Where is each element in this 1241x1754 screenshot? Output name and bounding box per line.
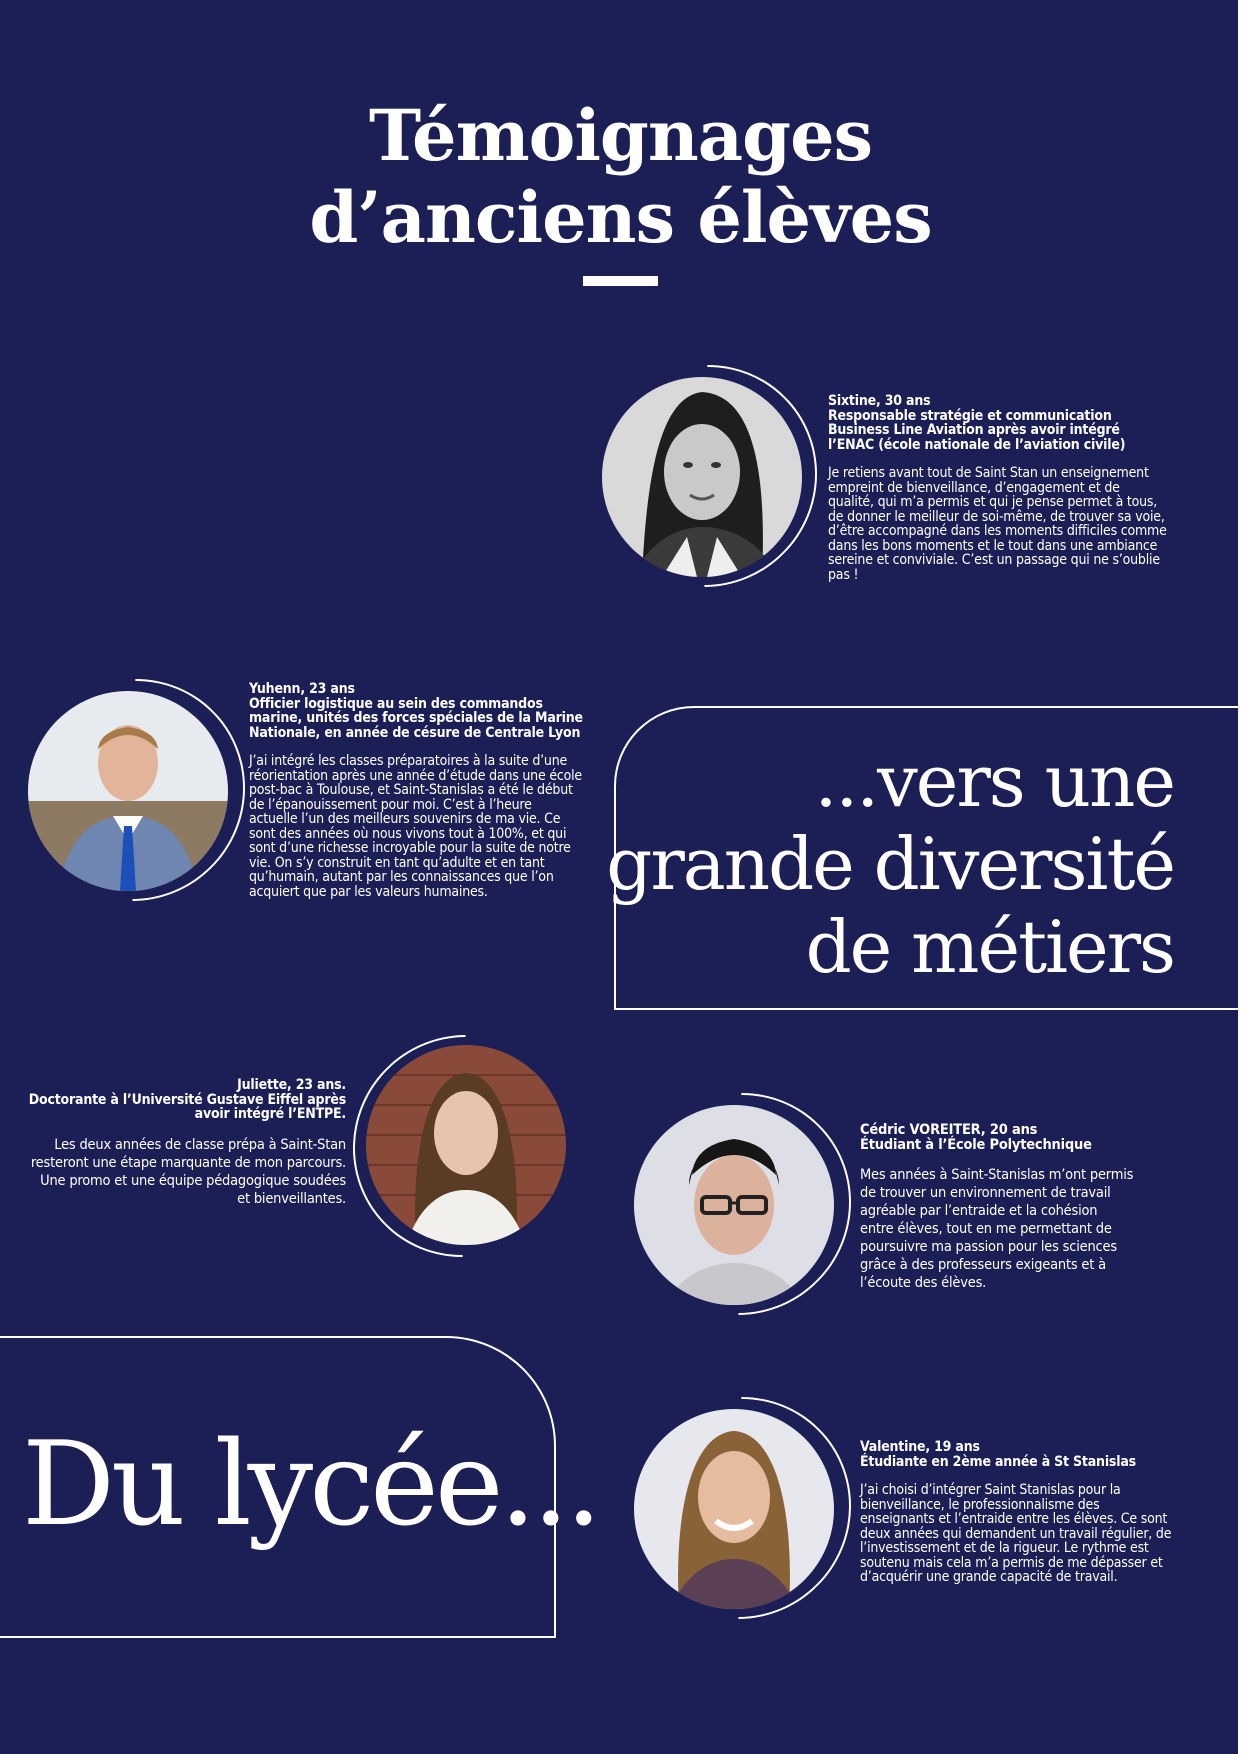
testimonial-role: Responsable stratégie et communication Business Line Aviation après avoir intégré l’ENAC (école nationale de l’aviation civile)	[828, 407, 1126, 453]
testimonial-role-line2: avoir intégré l’ENTPE.	[194, 1106, 346, 1122]
quote-line: resteront une étape marquante de mon parcours.	[30, 1154, 346, 1171]
testimonial-quote: J’ai choisi d’intégrer Saint Stanislas pour la bienveillance, le professionnalisme des enseignants et l’entraide entre les élèves. Ce sont deux années qui demandent un travail régulier, de l’investissement et de la rigueur. Le rythme est soutenu mais cela m’a permis de me dépasser et d’acquérir une grande capacité de travail.	[860, 1482, 1172, 1585]
testimonial-role: Officier logistique au sein des commandos marine, unités des forces spéciales de la Marine Nationale, en année de césure de Centrale Lyon	[249, 695, 583, 741]
portrait-image-valentine	[634, 1409, 834, 1609]
testimonial-role: Étudiant à l’École Polytechnique	[860, 1136, 1092, 1153]
portrait-image-sixtine	[602, 377, 802, 577]
quote-line: agréable par l’entraide et la cohésion	[860, 1203, 1098, 1219]
testimonial-name: Valentine, 19 ans	[860, 1439, 980, 1455]
testimonial-name: Juliette, 23 ans.	[237, 1077, 346, 1093]
slogan-right-line2: grande diversité	[606, 822, 1174, 906]
testimonial-cedric-photo	[630, 1092, 850, 1316]
slogan-right	[606, 740, 1174, 989]
portrait-image-yuhenn	[28, 691, 228, 891]
testimonial-quote: J’ai intégré les classes préparatoires à la suite d’une réorientation après une année d’étude dans une école post-bac à Toulouse, et Saint-Stanislas a été le début de l’épanouissement pour moi. C’est à l’heure actuelle l’un des meilleurs souvenirs de ma vie. Ce sont des années où nous vivons tout à 100%, et qui sont d’une richesse incroyable pour la suite de notre vie. On s’y construit en tant qu’adulte et en tant qu’humain, autant par les connaissances que l’on acquiert que par les valeurs humaines.	[249, 753, 582, 900]
testimonial-name: Sixtine, 30 ans	[828, 393, 931, 409]
slogan-right-line1: ...vers une	[814, 739, 1174, 823]
quote-line: poursuivre ma passion pour les sciences	[860, 1239, 1117, 1255]
slogan-left: Du lycée...	[22, 1417, 599, 1552]
testimonial-name: Yuhenn, 23 ans	[249, 681, 355, 697]
avatar	[602, 377, 802, 577]
quote-line: grâce à des professeurs exigeants et à	[860, 1257, 1106, 1273]
testimonial-cedric-text	[860, 1123, 1160, 1292]
testimonial-yuhenn-photo	[24, 678, 244, 902]
quote-line: entre élèves, tout en me permettant de	[860, 1221, 1112, 1237]
avatar	[28, 691, 228, 891]
testimonial-valentine-photo	[630, 1396, 850, 1620]
page-title-line2: d’anciens élèves	[309, 176, 932, 259]
testimonial-name: Cédric VOREITER, 20 ans	[860, 1122, 1038, 1138]
testimonial-role-line1: Doctorante à l’Université Gustave Eiffel après	[28, 1091, 346, 1108]
testimonial-juliette-text	[20, 1078, 346, 1208]
testimonial-juliette-photo	[352, 1032, 576, 1260]
testimonial-valentine-text	[860, 1440, 1172, 1585]
quote-line: Les deux années de classe prépa à Saint-Stan	[54, 1136, 346, 1153]
quote-line: de trouver un environnement de travail	[860, 1185, 1111, 1201]
slogan-right-line3: de métiers	[805, 905, 1174, 989]
quote-line: Une promo et une équipe pédagogique soudées	[40, 1172, 346, 1189]
page-title-line1: Témoignages	[368, 94, 873, 177]
page-title	[0, 95, 1241, 259]
testimonial-yuhenn-text	[249, 682, 583, 899]
title-underline	[583, 276, 658, 286]
quote-line: Mes années à Saint-Stanislas m’ont permis	[860, 1167, 1134, 1183]
testimonial-sixtine-text	[828, 394, 1168, 582]
testimonial-quote	[860, 1166, 1160, 1292]
avatar	[634, 1105, 834, 1305]
testimonial-role: Étudiante en 2ème année à St Stanislas	[860, 1453, 1136, 1470]
portrait-image-juliette	[366, 1045, 566, 1245]
testimonial-quote	[20, 1136, 346, 1208]
avatar	[366, 1045, 566, 1245]
portrait-image-cedric	[634, 1105, 834, 1305]
quote-line: et bienveillantes.	[237, 1190, 346, 1207]
quote-line: l’écoute des élèves.	[860, 1275, 987, 1291]
avatar	[634, 1409, 834, 1609]
testimonial-sixtine-photo	[596, 364, 816, 588]
testimonial-quote: Je retiens avant tout de Saint Stan un enseignement empreint de bienveillance, d’engagement et de qualité, qui m’a permis et qui je pense permet à tous, de donner le meilleur de soi-même, de trouver sa voie, d’être accompagné dans les moments difficiles comme dans les bons moments et le tout dans une ambiance sereine et conviviale. C’est un passage qui ne s’oublie pas !	[828, 465, 1167, 583]
